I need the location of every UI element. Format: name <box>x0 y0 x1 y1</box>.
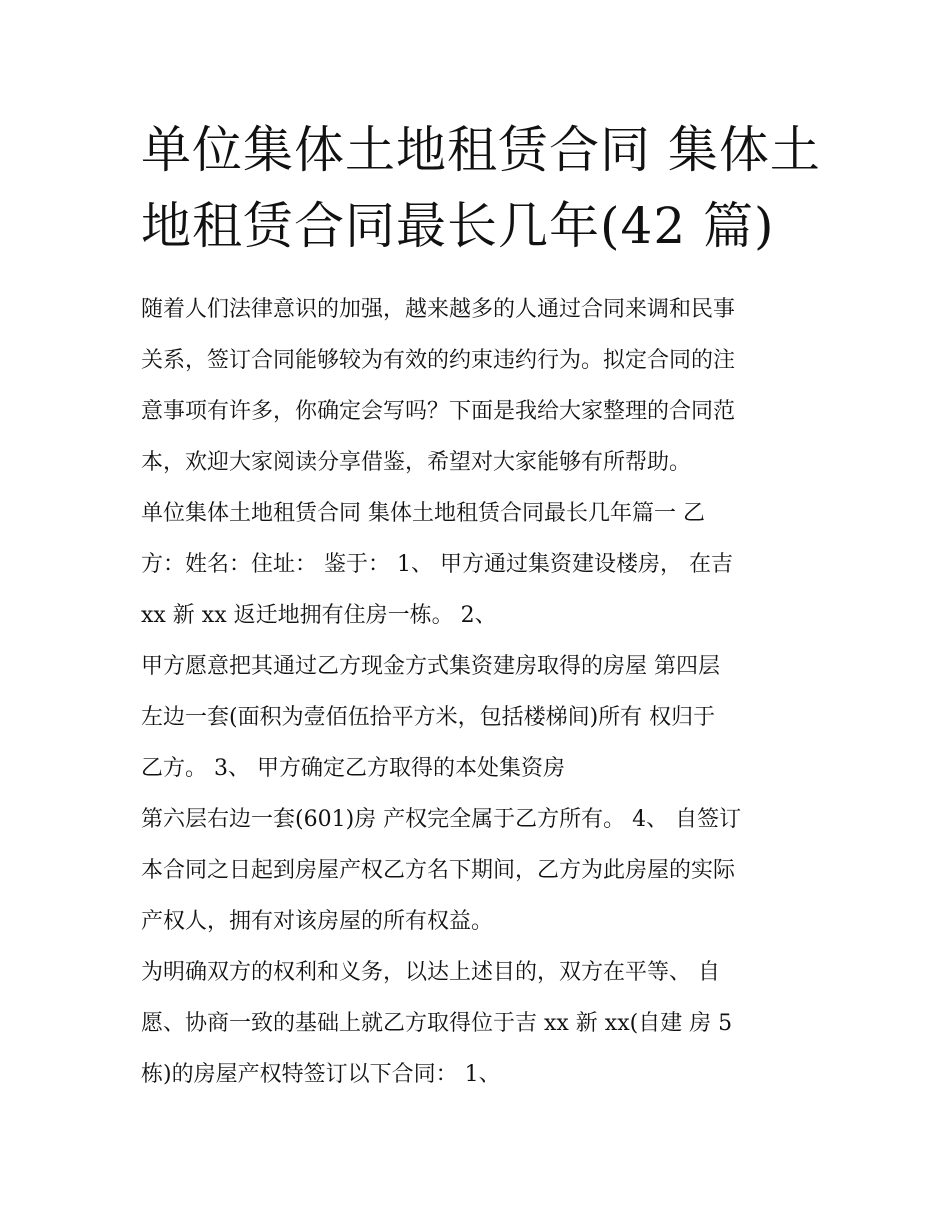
paragraph-article-1 <box>141 488 813 641</box>
paragraph-line: 意事项有许多，你确定会写吗？下面是我给大家整理的合同范 <box>141 399 736 424</box>
paragraph-line: 方：姓名：住址： 鉴于： 1、 甲方通过集资建设楼房， 在吉 <box>141 552 733 577</box>
paragraph-article-3 <box>141 794 813 947</box>
paragraph-line: xx 新 xx 返迁地拥有住房一栋。 2、 <box>141 603 497 628</box>
paragraph-line: 为明确双方的权利和义务，以达上述目的，双方在平等、 自 <box>141 960 720 985</box>
paragraph-line: 关系，签订合同能够较为有效的约束违约行为。拟定合同的注 <box>141 348 736 373</box>
paragraph-line: 左边一套(面积为壹佰伍拾平方米，包括楼梯间)所有 权归于 <box>141 705 716 730</box>
paragraph-article-4 <box>141 947 813 1100</box>
document-content <box>141 112 821 1100</box>
paragraph-line: 本合同之日起到房屋产权乙方名下期间，乙方为此房屋的实际 <box>141 858 736 883</box>
paragraph-line: 栋)的房屋产权特签订以下合同： 1、 <box>141 1062 501 1087</box>
paragraph-line: 单位集体土地租赁合同 集体土地租赁合同最长几年篇一 乙 <box>141 501 705 526</box>
document-title <box>141 112 821 264</box>
paragraph-article-2 <box>141 641 813 794</box>
paragraph-line: 愿、协商一致的基础上就乙方取得位于吉 xx 新 xx(自建 房 5 <box>141 1011 733 1036</box>
paragraph-line: 产权人，拥有对该房屋的所有权益。 <box>141 909 494 934</box>
paragraph-line: 甲方愿意把其通过乙方现金方式集资建房取得的房屋 第四层 <box>141 654 720 679</box>
title-line-2: 地租赁合同最长几年(42 篇) <box>141 197 775 255</box>
paragraph-line: 随着人们法律意识的加强，越来越多的人通过合同来调和民事 <box>141 297 736 322</box>
paragraph-line: 本，欢迎大家阅读分享借鉴，希望对大家能够有所帮助。 <box>141 450 692 475</box>
paragraph-intro <box>141 284 813 488</box>
paragraph-line: 乙方。 3、 甲方确定乙方取得的本处集资房 <box>141 756 565 781</box>
title-line-1: 单位集体土地租赁合同 集体土 <box>141 121 821 179</box>
paragraph-line: 第六层右边一套(601)房 产权完全属于乙方所有。 4、 自签订 <box>141 807 742 832</box>
